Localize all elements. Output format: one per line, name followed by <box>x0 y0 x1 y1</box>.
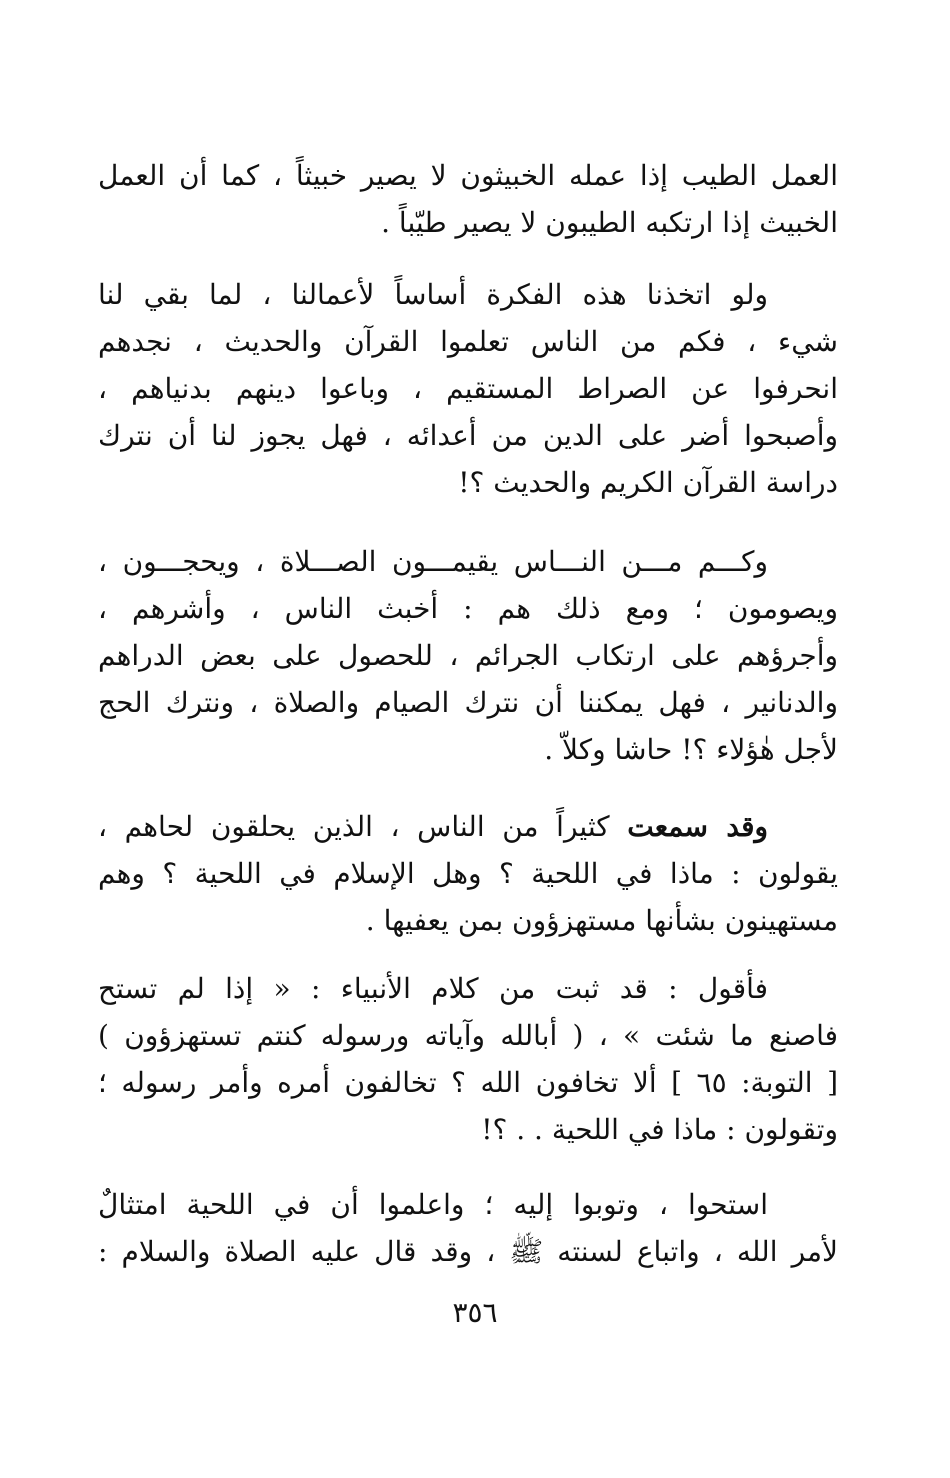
text-line: شيء ، فكم من الناس تعلموا القرآن والحديث ، نجدهم <box>98 325 838 358</box>
paragraph-6 <box>98 1181 838 1275</box>
text-line: لأمر الله ، واتباع لسنته ﷺ ، وقد قال عليه الصلاة والسلام : <box>98 1235 838 1268</box>
text-line: وأصبحوا أضر على الدين من أعدائه ، فهل يجوز لنا أن نترك <box>98 419 838 452</box>
text-line <box>98 538 838 585</box>
text-line: مستهينون بشأنها مستهزؤون بمن يعفيها . <box>365 904 838 937</box>
paragraph-4 <box>98 803 838 944</box>
text-line <box>98 803 838 850</box>
text-line: لأجل هٰؤلاء ؟! حاشا وكلاّ . <box>544 733 838 766</box>
text-line: وأجرؤهم على ارتكاب الجرائم ، للحصول على بعض الدراهم <box>98 639 838 672</box>
paragraph-3 <box>98 538 838 773</box>
text-line: وتقولون : ماذا في اللحية . . ؟! <box>481 1113 838 1146</box>
line-text: استحوا ، وتوبوا إليه ؛ واعلموا أن في اللحية امتثالٌ <box>98 1188 768 1221</box>
paragraph-2 <box>98 271 838 506</box>
text-line: دراسة القرآن الكريم والحديث ؟! <box>458 466 838 499</box>
text-line: انحرفوا عن الصراط المستقيم ، وباعوا دينهم بدنياهم ، <box>98 372 838 405</box>
line-text: فأقول : قد ثبت من كلام الأنبياء : « إذا لم تستح <box>98 972 769 1005</box>
text-line: [ التوبة: ٦٥ ] ألا تخافون الله ؟ تخالفون أمره وأمر رسوله ؛ <box>98 1066 838 1099</box>
text-line: فاصنع ما شئت » ، ( أبالله وآياته ورسوله كنتم تستهزؤون ) <box>98 1019 838 1052</box>
text-line: يقولون : ماذا في اللحية ؟ وهل الإسلام في اللحية ؟ وهم <box>98 857 838 890</box>
paragraph-5 <box>98 965 838 1153</box>
text-line: العمل الطيب إذا عمله الخبيثون لا يصير خبيثاً ، كما أن العمل <box>98 159 838 192</box>
paragraph-1 <box>98 152 838 246</box>
text-line: ويصومون ؛ ومع ذلك هم : أخبث الناس ، وأشرهم ، <box>98 592 838 625</box>
line-text: وكـــم مـــن النـــاس يقيمـــون الصـــلاة ، ويحجـــون ، <box>98 545 768 578</box>
line-text: ولو اتخذنا هذه الفكرة أساساً لأعمالنا ، لما بقي لنا <box>98 278 768 311</box>
lead-phrase: وقد سمعت <box>627 810 768 843</box>
text-line <box>98 271 838 318</box>
text-line <box>98 1181 838 1228</box>
text-line: الخبيث إذا ارتكبه الطيبون لا يصير طيّباً . <box>381 206 838 239</box>
line-text: كثيراً من الناس ، الذين يحلقون لحاهم ، <box>98 810 610 843</box>
text-line <box>98 965 838 1012</box>
page-number: ٣٥٦ <box>452 1296 498 1329</box>
text-line: والدنانير ، فهل يمكننا أن نترك الصيام والصلاة ، ونترك الحج <box>98 686 838 719</box>
